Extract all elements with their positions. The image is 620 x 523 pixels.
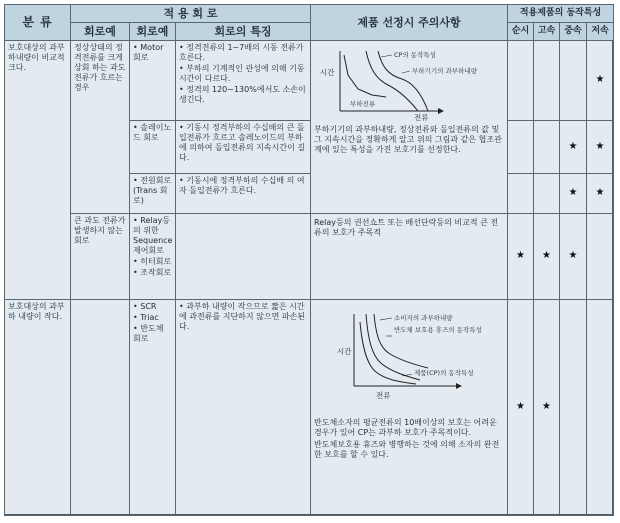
- speed-slow-mark: ★: [587, 41, 614, 121]
- list-item: • 솔레이노 드 회로: [133, 123, 172, 142]
- diagram-2-y-label: 시간: [337, 347, 352, 356]
- characteristic-diagram-1: [318, 45, 477, 123]
- diagram-1-curve-3: 부하전류: [350, 100, 376, 108]
- speed-fast-mark: [534, 41, 560, 121]
- speed-instant-mark: [508, 121, 534, 174]
- speed-fast-mark: ★: [534, 214, 560, 300]
- category-cell: 보호대상의 과부하내량이 비교적 크다.: [5, 41, 71, 300]
- circuit-example-1-cell: 정상상태의 정격전류를 크게 상회 하는 과도 전류가 흐르는 경우: [71, 41, 130, 214]
- speed-fast-mark: ★: [534, 300, 560, 516]
- header-application-circuit: 적 용 회 로: [71, 5, 311, 23]
- header-selection-notes: 제품 선정시 주의사항: [311, 5, 508, 41]
- list-item: • 과부하 내량이 작으므로 짧은 시간에 과전류를 지단하지 않으면 파손된다.: [179, 302, 306, 331]
- circuit-example-2-cell: [130, 300, 176, 516]
- application-table: [4, 4, 614, 516]
- list-item: • 히터회로: [133, 257, 172, 266]
- speed-instant-mark: [508, 174, 534, 214]
- speed-slow-mark: ★: [587, 174, 614, 214]
- circuit-example-2-cell: [130, 214, 176, 300]
- header-category: 분 류: [5, 5, 71, 41]
- speed-medium-mark: ★: [560, 214, 587, 300]
- header-circuit-example-1: 회로예: [71, 23, 130, 41]
- list-item: • SCR: [133, 302, 157, 311]
- list-item: • 전원회로 (Trans 회로): [133, 176, 172, 205]
- selection-notes-cell: [311, 300, 508, 516]
- circuit-example-2-cell: [130, 174, 176, 214]
- circuit-example-2-cell: [130, 121, 176, 174]
- table-row: [5, 41, 614, 121]
- speed-medium-mark: ★: [560, 121, 587, 174]
- speed-slow-mark: ★: [587, 121, 614, 174]
- header-speed-fast: 고속: [534, 23, 560, 41]
- selection-notes-cell: [311, 41, 508, 214]
- list-item: • 기동시 정격부하의 수십배의 큰 돌입전류가 흐르고 솔레노이드의 부하에 의하여 돌입전류의 지속시간이 길다.: [179, 123, 306, 162]
- features-cell: [176, 121, 311, 174]
- speed-fast-mark: [534, 174, 560, 214]
- features-cell: [176, 174, 311, 214]
- header-row-sub: [5, 23, 614, 41]
- diagram-2-x-label: 전류: [376, 391, 391, 400]
- list-item: • Relay등의 위한 Sequence 제어회로: [133, 216, 173, 255]
- list-item: • 기동시에 정격부하의 수십배 의 여자 돌입전류가 흐른다.: [179, 176, 305, 195]
- features-cell: [176, 41, 311, 121]
- category-cell: 보호대상의 과부하 내량이 작다.: [5, 300, 71, 516]
- selection-notes-cell: [311, 214, 508, 300]
- list-item: • 정격의 120~130%에서도 소손이 생긴다.: [179, 85, 306, 104]
- list-item: • 정격전류의 1~7배의 시동 전류가 흐른다.: [179, 43, 304, 62]
- selection-note: 부하기기의 과부하내량, 정상전류와 돌입전류의 값 및 그 지속시간을 정확하게 알고 위의 그림과 같은 협조관계에 있는 특성을 가진 보호기를 선정한다.: [314, 125, 502, 154]
- list-item: • 부하의 기계적인 관성에 의해 기동시간이 다르다.: [179, 64, 305, 83]
- table-row: [5, 214, 614, 300]
- header-circuit-features: 회로의 특징: [176, 23, 311, 41]
- speed-medium-mark: [560, 41, 587, 121]
- speed-instant-mark: ★: [508, 214, 534, 300]
- list-item: • Triac: [133, 313, 159, 322]
- speed-fast-mark: [534, 121, 560, 174]
- diagram-1-curve-2: 부하기기의 과부하내량: [412, 67, 477, 75]
- table-row: [5, 300, 614, 516]
- speed-instant-mark: [508, 41, 534, 121]
- diagram-2-curve-3: 제품(CP)의 동작특성: [414, 369, 474, 377]
- circuit-example-1-cell: 큰 과도 전류가 발생하지 않는 회로: [71, 214, 130, 300]
- speed-medium-mark: [560, 300, 587, 516]
- speed-slow-mark: [587, 300, 614, 516]
- header-operating-characteristic: 적용제품의 동작특성: [508, 5, 614, 23]
- speed-medium-mark: ★: [560, 174, 587, 214]
- selection-note: Relay등의 권선쇼트 또는 배선단락등의 비교적 큰 전류의 보호가 주목적: [314, 218, 499, 237]
- header-speed-medium: 중속: [560, 23, 587, 41]
- header-speed-slow: 저속: [587, 23, 614, 41]
- header-speed-instant: 순시: [508, 23, 534, 41]
- selection-note: 반도체보호용 휴즈와 병행하는 것에 의해 소자의 완전한 보호를 할 수 있다.: [314, 440, 500, 459]
- selection-note: 반도체소자의 평균전류의 10배이상의 보호는 어려운 경우가 있어 CP는 과부하 보호가 주목적이다.: [314, 418, 497, 437]
- diagram-2-curve-2: 반도체 보호용 휴즈의 동작특성: [394, 326, 482, 334]
- list-item: • Motor 회로: [133, 43, 164, 62]
- header-row-top: [5, 5, 614, 23]
- diagram-1-curve-1: CP의 동작특성: [394, 51, 436, 59]
- speed-slow-mark: [587, 214, 614, 300]
- diagram-1-x-label: 전류: [414, 113, 429, 122]
- list-item: • 조작회로: [133, 268, 172, 277]
- characteristic-diagram-2: [336, 310, 506, 400]
- header-circuit-example-2: 회로예: [130, 23, 176, 41]
- list-item: • 반도체 회로: [133, 324, 164, 343]
- features-cell: [176, 300, 311, 516]
- diagram-2-curve-1: 소비자의 과부하내량: [394, 314, 453, 322]
- circuit-example-1-cell: [71, 300, 130, 516]
- diagram-1-y-label: 시간: [320, 68, 335, 77]
- features-cell: [176, 214, 311, 300]
- circuit-example-2-cell: [130, 41, 176, 121]
- speed-instant-mark: ★: [508, 300, 534, 516]
